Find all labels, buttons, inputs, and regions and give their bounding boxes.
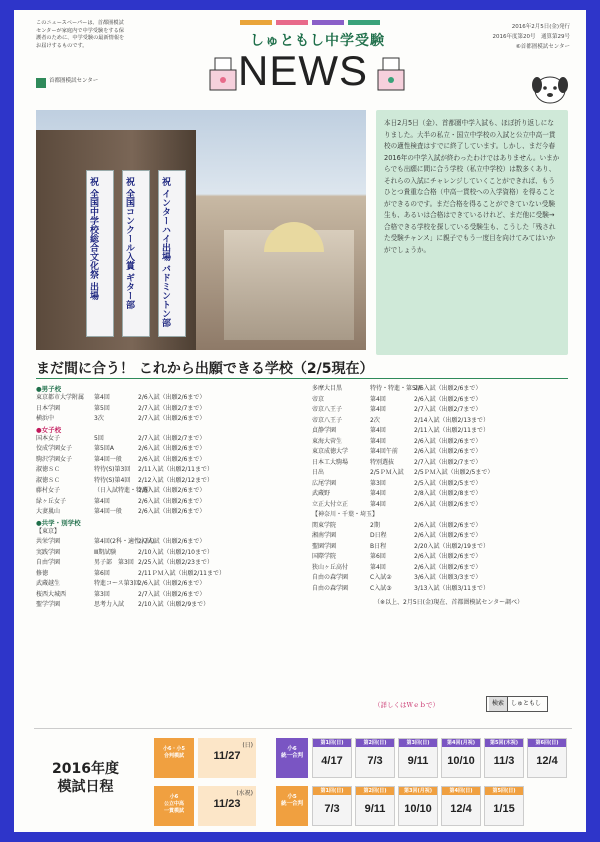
newsletter-page bbox=[14, 10, 586, 832]
school-name: 【東京】 bbox=[36, 527, 61, 535]
exam-date: 2/7入試（出願2/7まで） bbox=[414, 458, 482, 466]
schedule-cell bbox=[441, 786, 481, 826]
grade6-label: 小6 統一合判 bbox=[276, 738, 308, 778]
schedule-cell bbox=[484, 738, 524, 778]
exam-round: 第5回 bbox=[94, 404, 110, 412]
school-name: 武蔵野 bbox=[312, 490, 331, 497]
school-name: 東海大菅生 bbox=[312, 437, 343, 445]
round-label: 第3回 bbox=[403, 788, 418, 794]
exam-date: 2/8入試（出願2/8まで） bbox=[414, 490, 482, 497]
exam-date: 2/6入試（出願2/6まで） bbox=[414, 563, 482, 571]
exam-date: 2/6入試（出願2/6まで） bbox=[414, 532, 482, 539]
exam-date: 2/6入試（出願2/6まで） bbox=[138, 508, 206, 515]
school-row bbox=[312, 531, 523, 542]
round-dow: (日) bbox=[419, 740, 430, 746]
schedule-round bbox=[442, 787, 480, 795]
round-dow: (日) bbox=[376, 740, 387, 746]
exam-round: 5回 bbox=[94, 434, 104, 442]
exam-date: 2/20入試（出願2/19まで） bbox=[414, 542, 489, 550]
round-dow: (日) bbox=[548, 740, 559, 746]
schedule-date: 10/10 bbox=[447, 755, 475, 767]
exam-round: C入試② bbox=[370, 574, 392, 581]
exam-date: 2/6入試（出願2/6まで） bbox=[414, 448, 482, 455]
round-dow: (日) bbox=[505, 788, 516, 794]
school-row bbox=[36, 497, 206, 508]
schedule-round bbox=[356, 787, 394, 795]
exam-date: 3/13入試（出願3/11まで） bbox=[414, 584, 489, 592]
school-name: 帝京八王子 bbox=[312, 416, 343, 424]
exam-round: 第4回(2科・適性入試) bbox=[94, 538, 155, 545]
school-row bbox=[312, 510, 523, 521]
exam-date: 2/6入試（出願2/6まで） bbox=[414, 437, 482, 445]
school-name: 狭山ヶ丘高付 bbox=[312, 563, 349, 571]
exam-round: D日程 bbox=[370, 532, 387, 539]
school-name: 淑徳ＳＣ bbox=[36, 466, 61, 473]
schedule-date: 9/11 bbox=[364, 803, 386, 815]
school-row bbox=[36, 455, 206, 466]
school-row bbox=[312, 416, 523, 427]
exam-round: 特進コース第3回 bbox=[94, 580, 140, 587]
publisher: ⑥首都圏模試センター bbox=[515, 44, 570, 50]
school-name: 武蔵越生 bbox=[36, 580, 61, 587]
category-boys: ●男子校 bbox=[36, 385, 62, 393]
school-row bbox=[312, 447, 523, 458]
school-name: 国本女子 bbox=[36, 434, 61, 442]
color-bar-purple bbox=[312, 20, 344, 25]
exam-date: 2/6入試（出願2/6まで） bbox=[414, 395, 482, 403]
schedule-cell bbox=[312, 738, 352, 778]
school-row bbox=[36, 486, 206, 497]
exam-round: 第3回 bbox=[370, 479, 386, 487]
exam-round: 第4回午前 bbox=[370, 448, 398, 455]
ballot-box-icon bbox=[374, 54, 408, 94]
schedule-round bbox=[485, 787, 523, 795]
school-name: 東京成徳大学 bbox=[312, 448, 349, 455]
exam-date: 2/14入試（出願2/13まで） bbox=[414, 416, 489, 424]
schedule-round bbox=[399, 787, 437, 795]
school-name: 東京都市大学附属 bbox=[36, 394, 85, 401]
school-row bbox=[36, 579, 206, 590]
photo-sign-1: 祝 全国中学校総合文化祭 出場 bbox=[86, 170, 114, 337]
schedule-cell bbox=[441, 738, 481, 778]
schedule-round bbox=[528, 739, 566, 747]
footnote: （※以上、2月5日(金)現在、首都圏模試センター調べ） bbox=[374, 599, 524, 606]
round-dow: (日) bbox=[333, 788, 344, 794]
school-row bbox=[36, 414, 206, 425]
color-bar-pink bbox=[276, 20, 308, 25]
exam-date: 2/7入試（出願2/6まで） bbox=[138, 538, 206, 545]
exam-round: 特待・特進・第5回 bbox=[370, 385, 422, 392]
exam-dow: (水祝) bbox=[236, 790, 253, 797]
exam-date: 2/11入試（出願2/11まで） bbox=[138, 466, 213, 473]
left-school-list bbox=[36, 384, 225, 611]
exam-date: 2/7入試（出願2/6まで） bbox=[138, 590, 206, 598]
schedule-cell bbox=[312, 786, 352, 826]
schedule-date: 10/10 bbox=[404, 803, 432, 815]
exam-date: 2/6入試（出願2/6まで） bbox=[414, 521, 482, 529]
school-row bbox=[312, 468, 523, 479]
category-coed: ●共学・別学校 bbox=[36, 518, 81, 527]
exam-date: 2/5入試（出願2/5まで） bbox=[414, 479, 482, 487]
round-label: 第5回 bbox=[489, 740, 504, 746]
school-row bbox=[312, 542, 523, 553]
exam-round: 第5回A bbox=[94, 445, 114, 452]
school-name: 貞静学園 bbox=[312, 427, 337, 434]
school-name: 日出 bbox=[312, 469, 325, 476]
schedule-cell bbox=[527, 738, 567, 778]
school-name: 日本工大駒場 bbox=[312, 458, 349, 466]
grade5-label: 小5 統一合判 bbox=[276, 786, 308, 826]
schedule-date: 7/3 bbox=[324, 803, 340, 815]
exam-round: Ⅲ期試験 bbox=[94, 548, 117, 556]
school-row bbox=[312, 405, 523, 416]
exam-date: 2/7入試（出願2/6まで） bbox=[138, 415, 206, 422]
exam-round: 第4回 bbox=[370, 406, 386, 413]
round-label: 第2回 bbox=[363, 788, 377, 794]
search-query: しゅともし bbox=[511, 700, 542, 707]
school-row bbox=[36, 444, 206, 455]
schedule-cell bbox=[355, 786, 395, 826]
color-bar-green bbox=[348, 20, 380, 25]
school-row bbox=[36, 476, 213, 487]
exam-round: 特別選抜 bbox=[370, 458, 395, 466]
school-name: 自由学園 bbox=[36, 559, 61, 566]
exam-block-cell bbox=[198, 738, 256, 778]
schedule-round bbox=[399, 739, 437, 747]
exam-date: 2/10入試（出願2/9まで） bbox=[138, 601, 210, 608]
category-girls: ●女子校 bbox=[36, 425, 62, 434]
round-dow: (日) bbox=[376, 788, 387, 794]
schedule-date: 7/3 bbox=[367, 755, 383, 767]
round-dow: (日) bbox=[462, 788, 473, 794]
round-label: 第1回 bbox=[320, 740, 334, 746]
exam-date: 2/25入試（出願2/23まで） bbox=[138, 559, 213, 566]
school-name: 【神奈川・千葉・埼玉】 bbox=[312, 511, 379, 518]
exam-round: 第4回 bbox=[370, 427, 386, 434]
exam-date: 2/6入試（出願2/6まで） bbox=[138, 580, 206, 587]
round-label: 第2回 bbox=[363, 740, 377, 746]
photo-sign-3: 祝 インターハイ出場 バドミントン部 bbox=[158, 170, 186, 337]
exam-round: 第4回 bbox=[370, 500, 386, 508]
section-title: まだ間に合う！ これから出願できる学校（2/5現在） bbox=[36, 361, 374, 377]
exam-round: C入試③ bbox=[370, 584, 392, 592]
school-name: 多摩大目黒 bbox=[312, 385, 343, 392]
schedule-round bbox=[485, 739, 523, 747]
search-box[interactable] bbox=[486, 696, 548, 712]
school-name: 関東学院 bbox=[312, 521, 337, 529]
school-row bbox=[312, 437, 523, 448]
school-row bbox=[312, 552, 523, 563]
exam-date: 2/5ＰＭ入試（出願2/5まで） bbox=[414, 469, 494, 476]
exam-round: 第4回一般 bbox=[94, 455, 122, 463]
search-button[interactable]: 検索 bbox=[489, 697, 508, 711]
exam-date: 2/6入試（出願2/6まで） bbox=[414, 385, 482, 392]
exam-date: 2/7入試（出願2/7まで） bbox=[138, 434, 206, 442]
school-name: 聖園学園 bbox=[312, 542, 337, 550]
school-name: 湘南学園 bbox=[312, 532, 337, 539]
issue-date: 2016年2月5日(金)発行 bbox=[511, 24, 570, 30]
school-name: 共栄学園 bbox=[36, 538, 61, 545]
school-row bbox=[36, 465, 213, 476]
exam-round: 第4回 bbox=[94, 497, 110, 505]
exam-round: 男子部 第3回 bbox=[94, 559, 134, 566]
exam-block-label: 小6・小5 合判模試 bbox=[154, 738, 194, 778]
exam-date: 2/7入試（出願2/7まで） bbox=[414, 406, 482, 413]
school-name: 桜西大城西 bbox=[36, 590, 67, 598]
school-row bbox=[312, 458, 523, 469]
school-row bbox=[312, 584, 523, 595]
round-label: 第4回 bbox=[446, 740, 461, 746]
school-row bbox=[312, 489, 523, 500]
exam-round: 2次 bbox=[370, 416, 380, 424]
color-bar-orange bbox=[240, 20, 272, 25]
exam-round: 2/5ＰＭ入試 bbox=[370, 469, 404, 476]
brand-subtitle: しゅともし中学受験 bbox=[250, 33, 385, 49]
school-row bbox=[36, 404, 206, 415]
school-row bbox=[36, 507, 206, 518]
school-row bbox=[312, 521, 523, 532]
exam-date: 2/12入試（出願2/12まで） bbox=[138, 476, 213, 484]
exam-date: 2/7入試（出願2/7まで） bbox=[138, 404, 206, 412]
org-logo-icon bbox=[36, 78, 46, 88]
school-row bbox=[36, 434, 206, 445]
lead-text: 本日2月5日（金）、首都圏中学入試も、ほぼ折り返しになりました。大半の私立・国立中学校の入試と公立中高一貫校の適性検査はすでに終了しています。しかし、まだ今春2016年の中学入試が終わったわけではありません。いまからでも出願に間に合う学校（私立中学校）は数多くあり、それらの入試にチャレンジしていくことができれば、もうひとつ貴重な合格（中高一貫校への入学資格）を得ることができるのです。まだ合格を得ることができていない受験生も、あるいは合格はできているけれど、まだ他に受験→合格できる学校を探している受験生も、こうした「残された受験チャンス」に親子でもう一度目を向けてみてはいかがでしょうか。 bbox=[384, 119, 560, 254]
exam-round: （日入試特進・特選） bbox=[94, 487, 155, 494]
schedule-date: 1/15 bbox=[493, 803, 515, 815]
exam-block-cell bbox=[198, 786, 256, 826]
schedule-date: 11/3 bbox=[493, 755, 515, 767]
dog-mascot-icon bbox=[528, 68, 572, 108]
exam-schedule-title: 2016年度 模試日程 bbox=[52, 761, 119, 795]
schedule-round bbox=[442, 739, 480, 747]
exam-block-label: 小6 公立中高 一貫模試 bbox=[154, 786, 194, 826]
exam-date: 2/6入試（出願2/6まで） bbox=[138, 455, 206, 463]
schedule-date: 4/17 bbox=[321, 755, 343, 767]
school-name: 藤村女子 bbox=[36, 487, 61, 494]
exam-date: 3/6入試（出願3/3まで） bbox=[414, 574, 482, 581]
schedule-cell bbox=[398, 786, 438, 826]
school-name: 佼成学園女子 bbox=[36, 445, 73, 452]
school-row bbox=[36, 393, 206, 404]
school-name: 広尾学園 bbox=[312, 479, 337, 487]
exam-date: 11/23 bbox=[213, 798, 241, 810]
round-dow: (月祝) bbox=[460, 740, 476, 746]
exam-round: 第4回 bbox=[370, 395, 386, 403]
school-name: 自由の森学園 bbox=[312, 574, 349, 581]
detail-web-note: （詳しくはＷｅｂで） bbox=[374, 701, 439, 709]
exam-round: 2期 bbox=[370, 521, 380, 529]
round-label: 第5回 bbox=[492, 788, 506, 794]
school-row bbox=[312, 384, 523, 395]
exam-date: 2/6入試（出願2/6まで） bbox=[138, 445, 206, 452]
exam-dow: (日) bbox=[242, 742, 253, 749]
exam-date: 2/6入試（出願2/6まで） bbox=[138, 497, 206, 505]
exam-round: 第4回 bbox=[94, 394, 110, 401]
schedule-round bbox=[356, 739, 394, 747]
stamp-box-icon bbox=[206, 54, 240, 94]
exam-date: 11/27 bbox=[213, 750, 241, 762]
school-name: 大妻嵐山 bbox=[36, 508, 61, 515]
schedule-cell bbox=[484, 786, 524, 826]
exam-round: 3次 bbox=[94, 415, 104, 422]
exam-date: 2/11ＰＭ入試（出願2/11まで） bbox=[138, 569, 225, 577]
section-divider bbox=[36, 378, 568, 379]
exam-round: 第4回 bbox=[370, 437, 386, 445]
school-name: 聖学学園 bbox=[36, 601, 61, 608]
school-name: 帝京八王子 bbox=[312, 406, 343, 413]
school-row bbox=[36, 558, 213, 569]
school-row bbox=[36, 548, 213, 559]
exam-round: 特待(S)第3回 bbox=[94, 466, 131, 473]
school-name: 緑ヶ丘女子 bbox=[36, 497, 67, 505]
school-row bbox=[36, 590, 206, 601]
exam-date: 2/6入試（出願2/6まで） bbox=[414, 553, 482, 560]
school-name: 自由の森学園 bbox=[312, 584, 349, 592]
exam-round: 第4回一般 bbox=[94, 508, 122, 515]
exam-date: 2/6入試（出願2/6まで） bbox=[138, 487, 206, 494]
exam-round: 特待(S)第4回 bbox=[94, 476, 131, 484]
school-row bbox=[36, 569, 225, 580]
school-row bbox=[312, 500, 523, 511]
school-name: 横浜中 bbox=[36, 415, 55, 422]
schedule-divider bbox=[34, 728, 572, 729]
exam-date: 2/6入試（出願2/6まで） bbox=[138, 394, 206, 401]
school-name: 駒沢学園女子 bbox=[36, 455, 73, 463]
issue-number: 2016年度第20号 通算第29号 bbox=[492, 34, 570, 40]
schedule-date: 12/4 bbox=[450, 803, 472, 815]
intro-text: このニュースペーパーは、首都圏模試センターが家庭内で中学受験をする保護者のために、中学受験の最新情報をお届けするものです。 bbox=[36, 20, 125, 49]
school-name: 日本学園 bbox=[36, 404, 61, 412]
school-row bbox=[312, 573, 523, 584]
round-dow: (木祝) bbox=[503, 740, 519, 746]
masthead-title: NEWS bbox=[238, 47, 368, 94]
schedule-date: 12/4 bbox=[536, 755, 558, 767]
exam-round: 第6回 bbox=[370, 553, 386, 560]
school-row bbox=[312, 563, 523, 574]
school-row bbox=[36, 527, 81, 538]
schedule-round bbox=[313, 739, 351, 747]
school-row bbox=[312, 479, 523, 490]
round-label: 第6回 bbox=[535, 740, 549, 746]
exam-round: 第4回 bbox=[370, 563, 386, 571]
exam-date: 2/11入試（出願2/11まで） bbox=[414, 427, 489, 434]
schedule-cell bbox=[355, 738, 395, 778]
exam-round: 第3回 bbox=[94, 590, 110, 598]
school-name: 実践学園 bbox=[36, 548, 61, 556]
school-row bbox=[312, 395, 523, 406]
school-name: 国際学院 bbox=[312, 553, 337, 560]
school-name: 淑徳ＳＣ bbox=[36, 476, 61, 484]
exam-date: 2/10入試（出願2/10まで） bbox=[138, 548, 213, 556]
round-dow: (月祝) bbox=[417, 788, 433, 794]
round-label: 第3回 bbox=[406, 740, 420, 746]
school-name: 修徳 bbox=[36, 569, 49, 577]
org-name: 首都圏模試センター bbox=[49, 78, 99, 84]
exam-round: B日程 bbox=[370, 542, 387, 550]
school-row bbox=[312, 426, 523, 437]
schedule-date: 9/11 bbox=[407, 755, 429, 767]
school-name: 帝京 bbox=[312, 395, 325, 403]
exam-date: 2/6入試（出願2/6まで） bbox=[414, 500, 482, 508]
exam-round: 第6回 bbox=[94, 569, 110, 577]
exam-round: 思考力入試 bbox=[94, 601, 125, 608]
round-label: 第4回 bbox=[449, 788, 463, 794]
school-row bbox=[36, 537, 206, 548]
round-label: 第1回 bbox=[320, 788, 334, 794]
schedule-round bbox=[313, 787, 351, 795]
school-name: 立正大付立正 bbox=[312, 500, 349, 508]
photo-sign-2: 祝 全国コンクール入賞 ギター部 bbox=[122, 170, 150, 337]
school-row bbox=[36, 600, 210, 611]
round-dow: (日) bbox=[333, 740, 344, 746]
schedule-cell bbox=[398, 738, 438, 778]
exam-round: 第4回 bbox=[370, 490, 386, 497]
right-school-list bbox=[312, 384, 523, 606]
